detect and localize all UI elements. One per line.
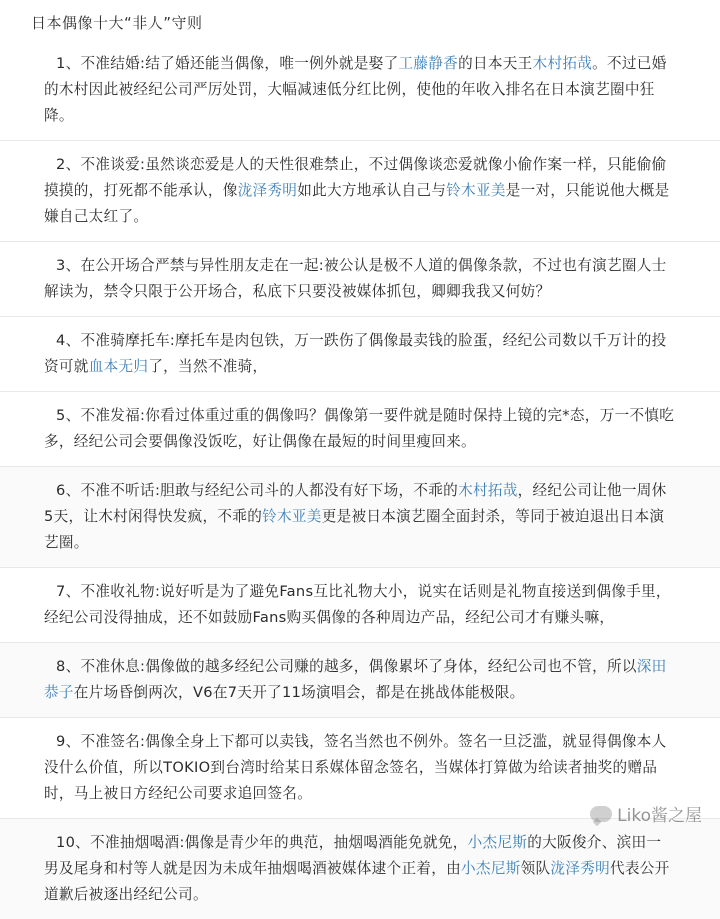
rule-text: 不准收礼物:说好听是为了避免Fans互比礼物大小，说实在话则是礼物直接送到偶像手里，经纪公司没得抽成，还不如鼓励Fans购买偶像的各种周边产品，经纪公司才有赚头嘛， [44, 583, 671, 626]
rule-text: 不准抽烟喝酒:偶像是青少年的典范，抽烟喝酒能免就免， [90, 834, 468, 851]
rule-number: 10、 [56, 834, 91, 851]
rule-number: 7、 [56, 583, 81, 600]
rule-number: 3、 [56, 257, 81, 274]
rule-text: 不准骑摩托车:摩托车是肉包铁，万一跌伤了偶像最卖钱的脸蛋，经纪公司数以千万计的投资可就 [44, 332, 667, 375]
rule-number: 5、 [56, 407, 81, 424]
rule-item [0, 391, 720, 466]
keyword-link[interactable]: 深田恭子 [44, 658, 667, 701]
watermark [590, 801, 702, 826]
rule-item [0, 642, 720, 717]
rule-text: 代表公开道歉后被逐出经纪公司。 [44, 860, 670, 903]
keyword-link[interactable]: 木村拓哉 [532, 55, 593, 72]
rule-number: 8、 [56, 658, 81, 675]
chat-bubble-icon [590, 806, 612, 822]
rule-text: 不准不听话:胆敢与经纪公司斗的人都没有好下场，不乖的 [80, 482, 459, 499]
keyword-link[interactable]: 泷泽秀明 [550, 860, 610, 877]
rule-number: 9、 [56, 733, 81, 750]
rule-text: 在公开场合严禁与异性朋友走在一起:被公认是极不人道的偶像条款，不过也有演艺圈人士解读为，禁令只限于公开场合，私底下只要没被媒体抓包，卿卿我我又何妨？ [44, 257, 667, 300]
rule-text: 不准谈爱:虽然谈恋爱是人的天性很难禁止，不过偶像谈恋爱就像小偷作案一样，只能偷偷摸摸的，打死都不能承认，像 [44, 156, 667, 199]
rule-text: 的日本天王 [458, 55, 533, 72]
rule-text: 了，当然不准骑， [148, 358, 268, 375]
rule-text: 不准发福:你看过体重过重的偶像吗？偶像第一要件就是随时保持上镜的完*态，万一不慎吃多，经纪公司会要偶像没饭吃，好让偶像在最短的时间里瘦回来。 [44, 407, 675, 450]
rule-text: 不准休息:偶像做的越多经纪公司赚的越多，偶像累坏了身体，经纪公司也不管，所以 [80, 658, 637, 675]
keyword-link[interactable]: 小杰尼斯 [467, 834, 528, 851]
rule-text: ，经纪公司让他一周休5天，让木村闲得快发疯，不乖的 [44, 482, 667, 525]
keyword-link[interactable]: 铃木亚美 [262, 508, 322, 525]
rule-text: 如此大方地承认自己与 [297, 182, 447, 199]
rule-item [0, 316, 720, 391]
rule-text: 的大阪俊介、滨田一男及尾身和村等人就是因为未成年抽烟喝酒被媒体逮个正着，由 [44, 834, 662, 877]
rule-text: 不准结婚:结了婚还能当偶像，唯一例外就是娶了 [80, 55, 399, 72]
keyword-link[interactable]: 小杰尼斯 [461, 860, 521, 877]
rule-text: 领队 [520, 860, 551, 877]
rule-item [0, 40, 720, 140]
rule-item [0, 466, 720, 567]
rule-text: 不准签名:偶像全身上下都可以卖钱，签名当然也不例外。签名一旦泛滥，就显得偶像本人没什么价值，所以TOKIO到台湾时给某日系媒体留念签名，当媒体打算做为给读者抽奖的赠品时，马上被日方经纪公司要求追回签名。 [44, 733, 667, 802]
watermark-text: Liko酱之屋 [617, 806, 702, 826]
rules-list [0, 40, 720, 919]
keyword-link[interactable]: 血本无归 [88, 358, 149, 375]
rule-text: 更是被日本演艺圈全面封杀，等同于被迫退出日本演艺圈。 [44, 508, 665, 551]
rule-item [0, 818, 720, 919]
rule-text: 是一对，只能说他大概是嫌自己太红了。 [44, 182, 670, 225]
rule-text: 在片场昏倒两次，V6在7天开了11场演唱会，都是在挑战体能极限。 [73, 684, 525, 701]
rule-item [0, 241, 720, 316]
page-title: 日本偶像十大“非人”守则 [31, 14, 203, 32]
rule-number: 1、 [56, 55, 81, 72]
rule-item [0, 140, 720, 241]
keyword-link[interactable]: 铃木亚美 [446, 182, 506, 199]
keyword-link[interactable]: 工藤静香 [398, 55, 459, 72]
rule-number: 2、 [56, 156, 81, 173]
keyword-link[interactable]: 泷泽秀明 [237, 182, 298, 199]
rule-text: 。不过已婚的木村因此被经纪公司严厉处罚，大幅减速低分红比例，使他的年收入排名在日本演艺圈中狂降。 [44, 55, 667, 124]
rule-item [0, 567, 720, 642]
rule-number: 6、 [56, 482, 81, 499]
keyword-link[interactable]: 木村拓哉 [458, 482, 518, 499]
rule-number: 4、 [56, 332, 81, 349]
